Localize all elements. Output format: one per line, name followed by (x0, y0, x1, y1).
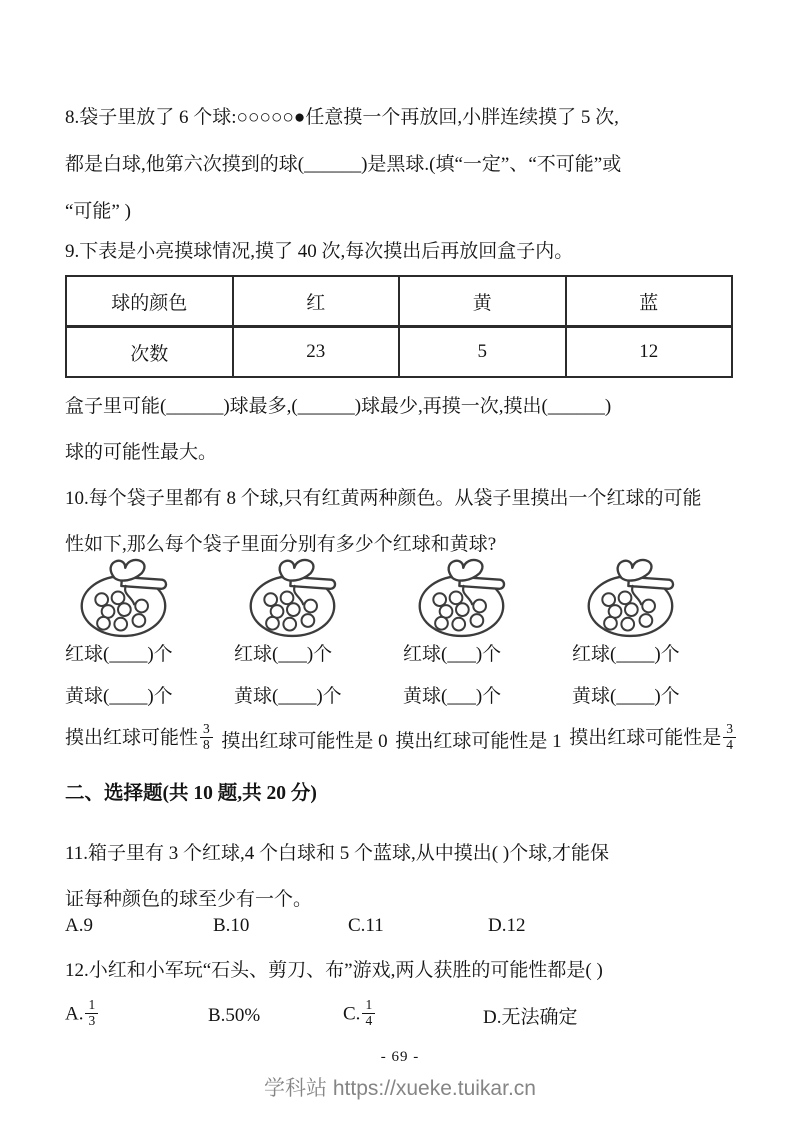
q12-option-d: D.无法确定 (483, 1007, 578, 1029)
probability-statements-row (65, 722, 737, 757)
table-header-blue: 蓝 (566, 276, 733, 327)
table-header-yellow: 黄 (399, 276, 566, 327)
q8-line-2: 都是白球,他第六次摸到的球(______)是黑球.(填“一定”、“不可能”或 (65, 154, 622, 175)
page-number: - 69 - (380, 1048, 420, 1065)
drawstring-bag-icon (238, 554, 356, 638)
question-9-intro: 9.下表是小亮摸球情况,摸了 40 次,每次摸出后再放回盒子内。 (65, 241, 574, 262)
q12-option-a: A. $\frac{1}{3}$ (65, 998, 208, 1033)
q11-option-a: A.9 (65, 914, 93, 936)
probability-statement-1: 摸出红球可能性 $\frac{3}{8}$ (65, 722, 214, 757)
table-cell-red-count: 23 (233, 327, 400, 378)
drawstring-bag-icon (69, 554, 187, 638)
table-cell-yellow-count: 5 (399, 327, 566, 378)
table-header-color-label: 球的颜色 (66, 276, 233, 327)
section-2-header: 二、选择题(共 10 题,共 20 分) (65, 782, 317, 804)
drawstring-bag-icon (407, 554, 525, 638)
q12-option-b: B.50% (208, 1004, 261, 1026)
fraction-3-8: $\frac{3}{8}$ (200, 722, 213, 753)
q11-option-b: B.10 (213, 914, 250, 936)
yellow-ball-blanks-row (65, 684, 735, 710)
probability-statement-3: 摸出红球可能性是 1 (395, 730, 562, 752)
q11-option-d: D.12 (488, 914, 526, 936)
q8-line-1: 8.袋子里放了 6 个球:○○○○○●任意摸一个再放回,小胖连续摸了 5 次, (65, 107, 619, 128)
q8-line-3: “可能” ) (65, 201, 131, 222)
fraction-3-4: $\frac{3}{4}$ (723, 722, 736, 753)
red-ball-blank: 红球(____)个 (65, 644, 173, 665)
red-ball-blank: 红球(____)个 (572, 644, 680, 665)
table-header-red: 红 (233, 276, 400, 327)
q9-blank-line-2: 球的可能性最大。 (65, 442, 218, 463)
yellow-ball-blank: 黄球(____)个 (65, 686, 173, 707)
q12-option-c: C. $\frac{1}{4}$ (343, 998, 483, 1033)
q11-options-row (65, 913, 735, 939)
page-footer (65, 1049, 735, 1102)
yellow-ball-blank: 黄球(____)个 (572, 686, 680, 707)
table-row-times-label: 次数 (66, 327, 233, 378)
question-9-blanks (65, 384, 735, 476)
q10-line-1: 10.每个袋子里都有 8 个球,只有红黄两种颜色。从袋子里摸出一个红球的可能 (65, 488, 702, 509)
probability-statement-4: 摸出红球可能性是 $\frac{3}{4}$ (569, 722, 737, 757)
q11-line-2: 证每种颜色的球至少有一个。 (65, 888, 313, 910)
yellow-ball-blank: 黄球(___)个 (403, 686, 502, 707)
red-ball-blank: 红球(___)个 (403, 644, 502, 665)
q11-line-1: 11.箱子里有 3 个红球,4 个白球和 5 个蓝球,从中摸出( )个球,才能保 (65, 842, 609, 864)
drawstring-bag-icon (576, 554, 694, 638)
ball-frequency-table (65, 275, 733, 378)
question-11 (65, 831, 735, 923)
site-watermark: 学科站 https://xueke.tuikar.cn (264, 1076, 536, 1100)
q10-line-2: 性如下,那么每个袋子里面分别有多少个红球和黄球? (65, 534, 497, 555)
fraction-1-4: $\frac{1}{4}$ (362, 998, 375, 1029)
red-ball-blank: 红球(___)个 (234, 644, 333, 665)
table-cell-blue-count: 12 (566, 327, 733, 378)
q12-options-row (65, 997, 735, 1035)
fraction-1-3: $\frac{1}{3}$ (85, 998, 98, 1029)
q11-option-c: C.11 (348, 914, 384, 936)
yellow-ball-blank: 黄球(____)个 (234, 686, 342, 707)
q9-blank-line-1: 盒子里可能(______)球最多,(______)球最少,再摸一次,摸出(______) (65, 396, 612, 417)
probability-statement-2: 摸出红球可能性是 0 (221, 730, 388, 752)
red-ball-blanks-row (65, 642, 735, 668)
question-12: 12.小红和小军玩“石头、剪刀、布”游戏,两人获胜的可能性都是( ) (65, 959, 603, 981)
question-8 (65, 94, 735, 235)
